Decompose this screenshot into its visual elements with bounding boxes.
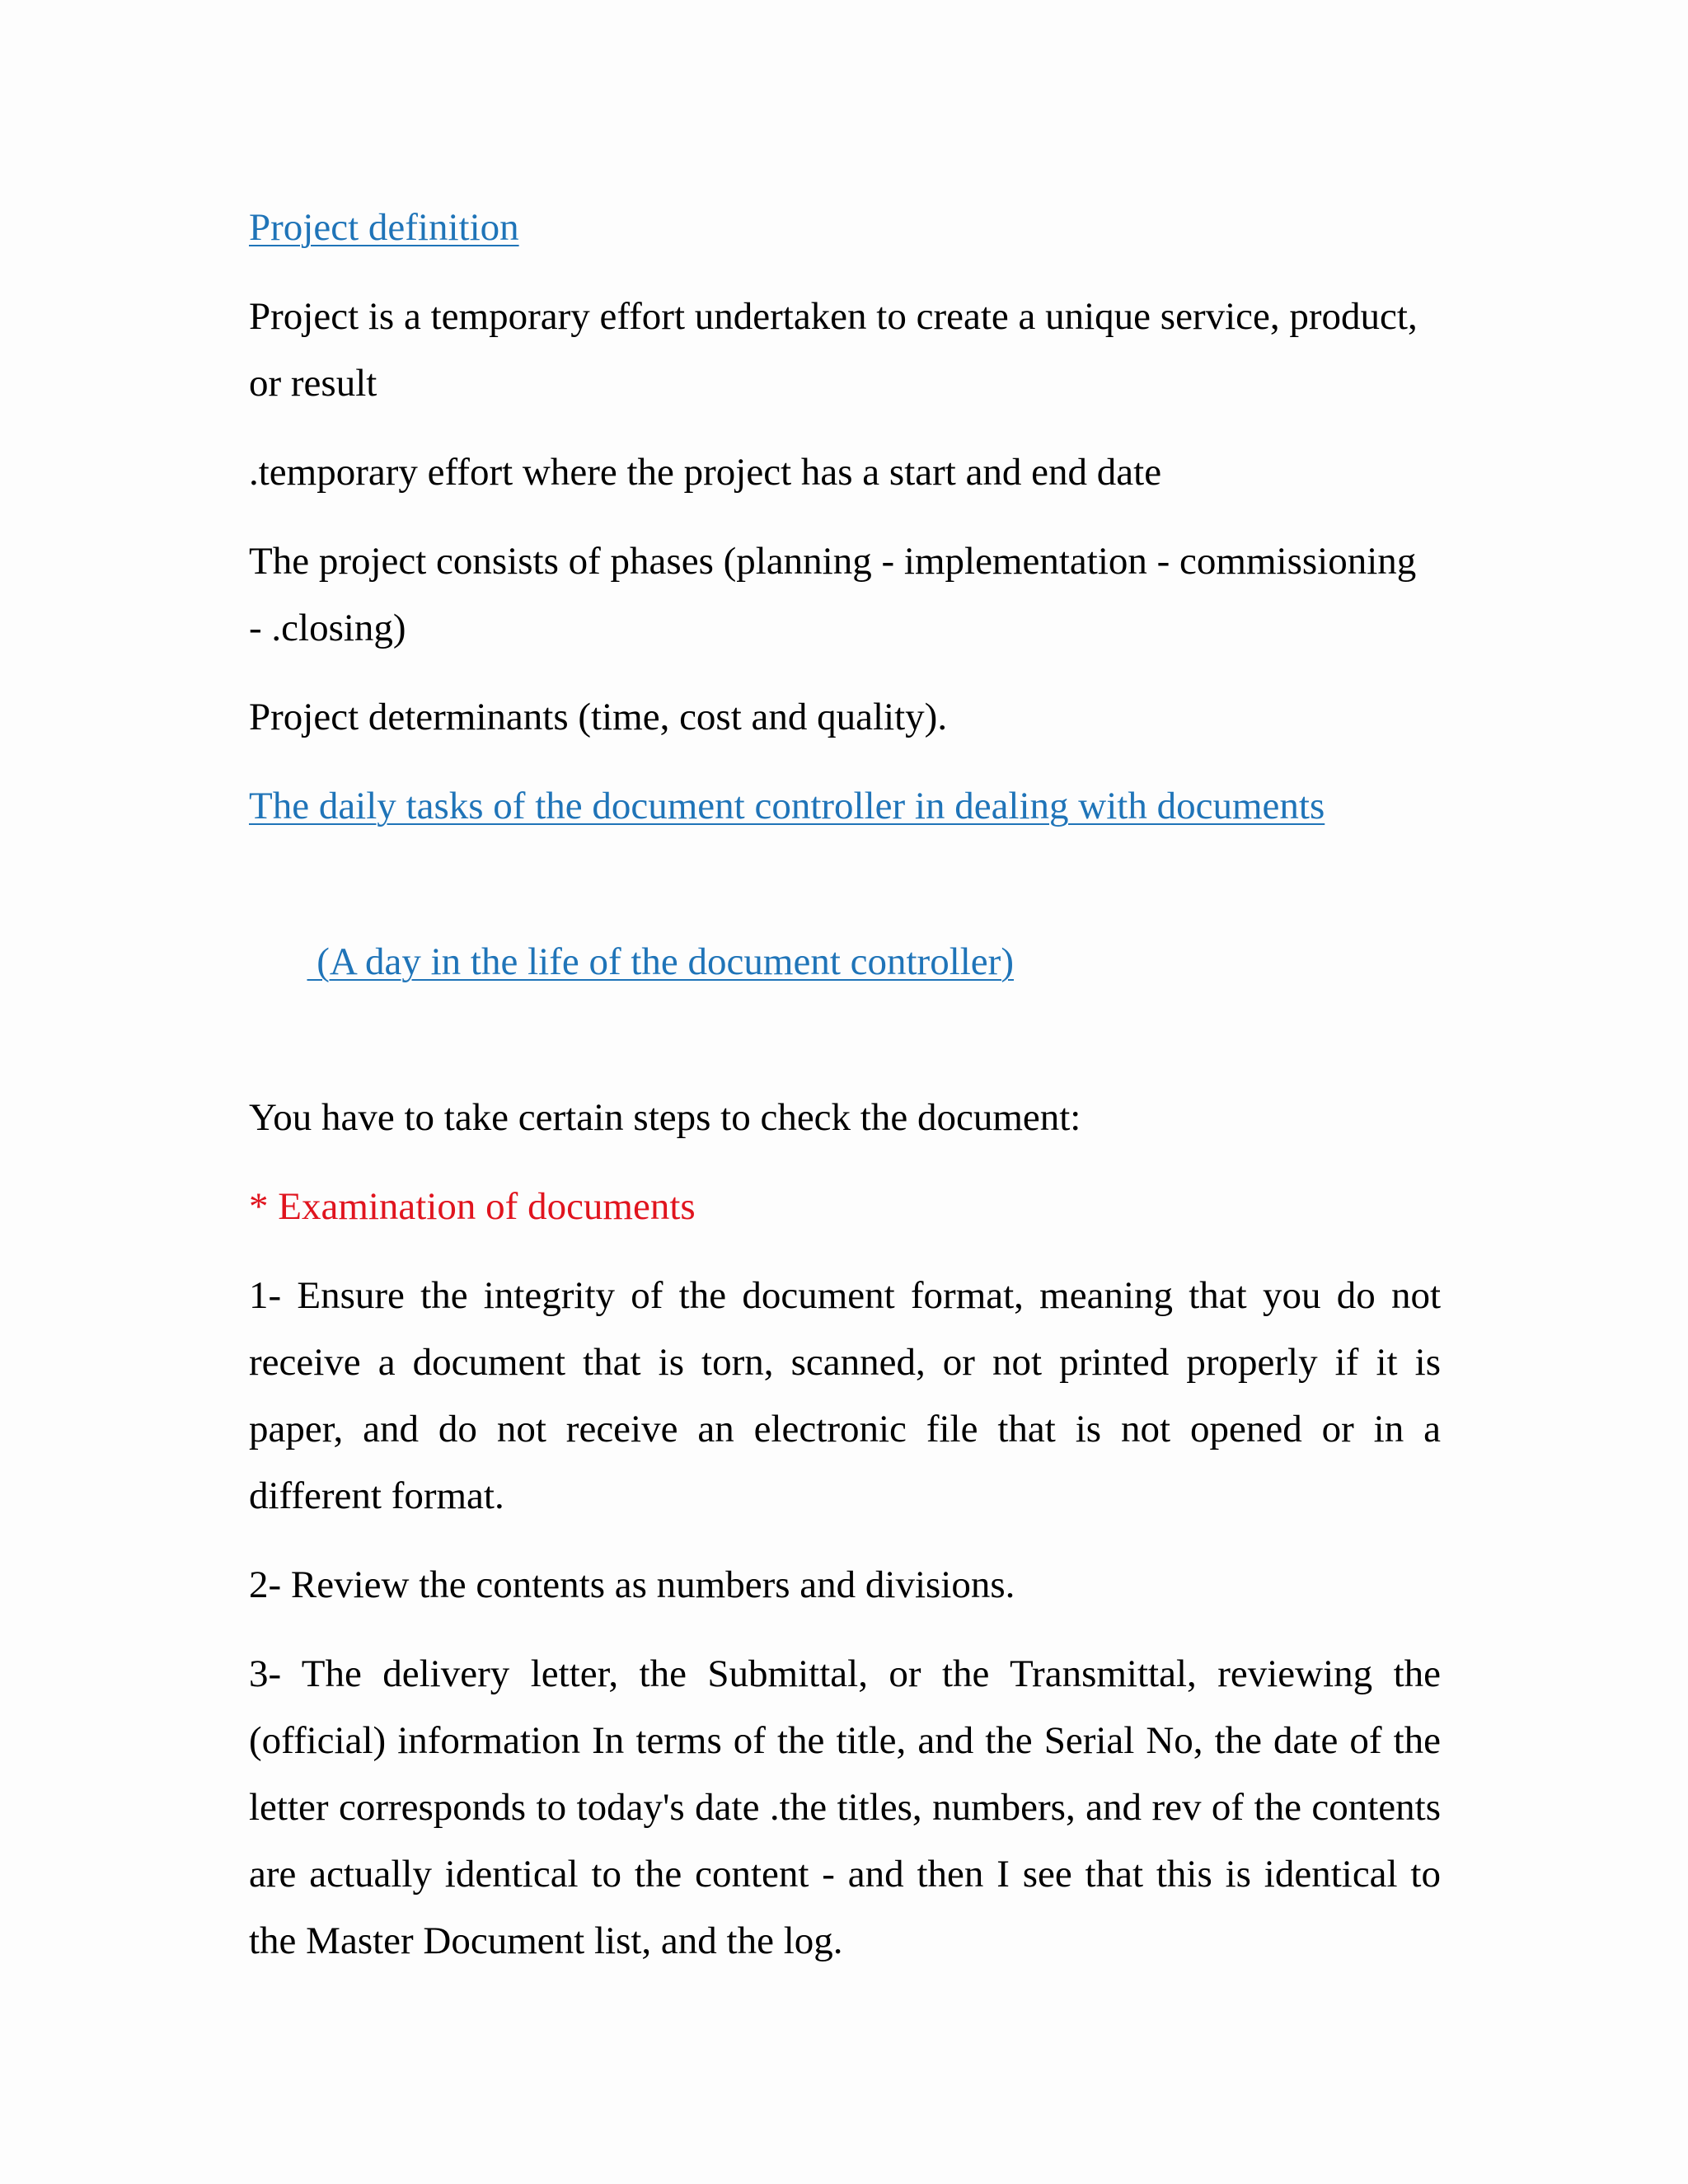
determinants-paragraph: Project determinants (time, cost and quality). <box>249 696 948 738</box>
temporary-effort-paragraph: .temporary effort where the project has a start and end date <box>249 451 1162 494</box>
steps-intro-paragraph: You have to take certain steps to check the document: <box>249 1096 1081 1139</box>
daily-tasks-link[interactable]: The daily tasks of the document controller in dealing with documents <box>249 785 1325 827</box>
step-3-paragraph: 3- The delivery letter, the Submittal, or the Transmittal, reviewing the (official) information In terms of the title, and the Serial No, the date of the letter corresponds to today's date .the titles, numbers, and rev of the contents are actually identical to the content - and then I see that this is identical to the Master Document list, and the log. <box>249 1652 1441 1962</box>
phases-paragraph: The project consists of phases (planning - implementation - commissioning - .closing) <box>249 540 1417 649</box>
step-1-paragraph: 1- Ensure the integrity of the document format, meaning that you do not receive a document that is torn, scanned, or not printed properly if it is paper, and do not receive an electronic file that is not opened or in a different format. <box>249 1274 1441 1517</box>
section-heading-day-in-life <box>249 862 1441 1062</box>
project-definition-link[interactable]: Project definition <box>249 206 519 249</box>
document-body <box>249 194 1441 1997</box>
day-in-life-link[interactable]: (A day in the life of the document controller) <box>307 940 1014 983</box>
examination-heading: * Examination of documents <box>249 1185 696 1228</box>
section-heading-project-definition <box>249 194 1441 261</box>
step-2-paragraph: 2- Review the contents as numbers and divisions. <box>249 1563 1015 1606</box>
project-definition-paragraph: Project is a temporary effort undertaken to create a unique service, product, or result <box>249 295 1418 405</box>
section-heading-daily-tasks <box>249 773 1441 840</box>
